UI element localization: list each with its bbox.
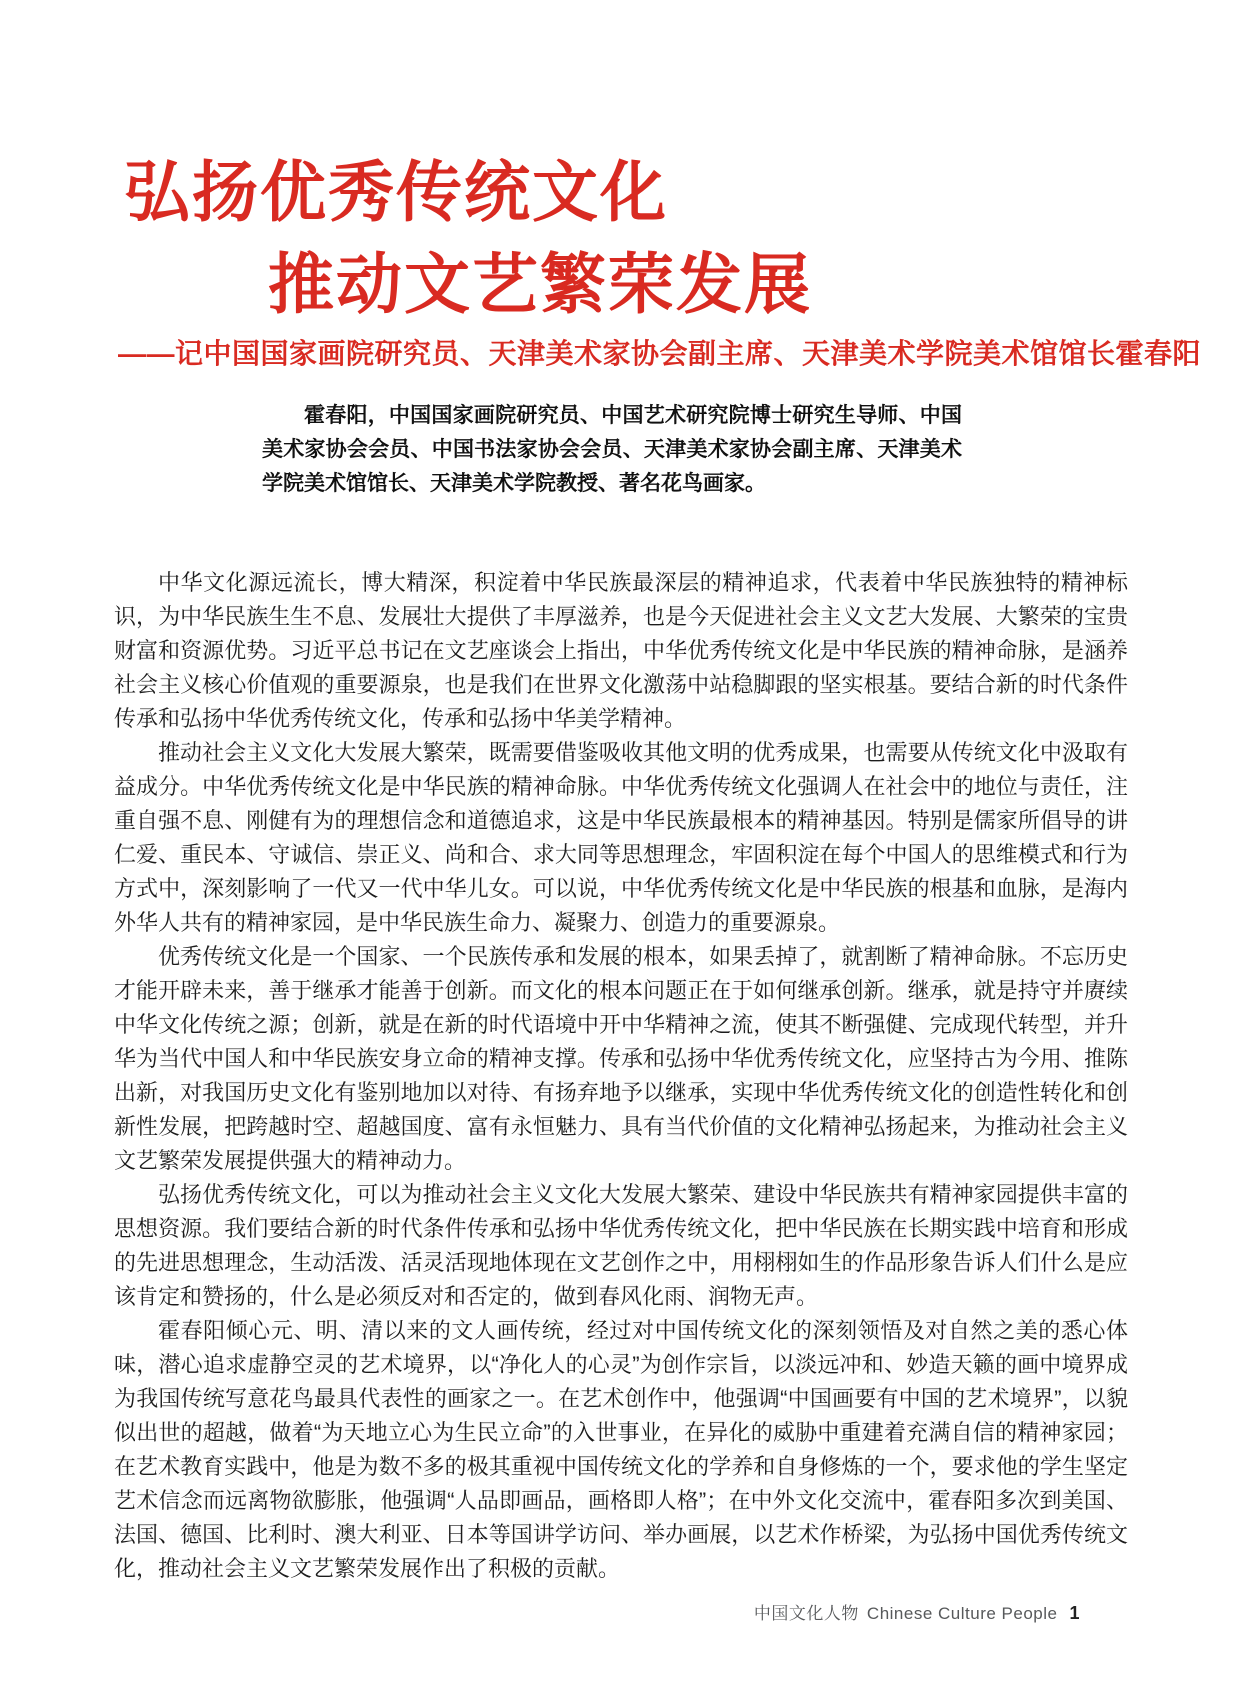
article-intro-bio: 霍春阳，中国国家画院研究员、中国艺术研究院博士研究生导师、中国美术家协会会员、中国书法家协会会员、天津美术家协会副主席、天津美术学院美术馆馆长、天津美术学院教授、著名花鸟画家。 — [262, 403, 962, 495]
footer-page-number: 1 — [1069, 1603, 1080, 1623]
footer-journal-name-cn: 中国文化人物 — [753, 1604, 859, 1623]
article-title-line-1: 弘扬优秀传统文化 — [124, 155, 668, 229]
article-title — [124, 146, 1124, 330]
article-paragraph: 霍春阳倾心元、明、清以来的文人画传统，经过对中国传统文化的深刻领悟及对自然之美的悉心体味，潜心追求虚静空灵的艺术境界，以“净化人的心灵”为创作宗旨，以淡远冲和、妙造天籁的画中境界成为我国传统写意花鸟最具代表性的画家之一。在艺术创作中，他强调“中国画要有中国的艺术境界”，以貌似出世的超越，做着“为天地立心为生民立命”的入世事业，在异化的威胁中重建着充满自信的精神家园；在艺术教育实践中，他是为数不多的极其重视中国传统文化的学养和自身修炼的一个，要求他的学生坚定艺术信念而远离物欲膨胀，他强调“人品即画品，画格即人格”；在中外文化交流中，霍春阳多次到美国、法国、德国、比利时、澳大利亚、日本等国讲学访问、举办画展，以艺术作桥梁，为弘扬中国优秀传统文化，推动社会主义文艺繁荣发展作出了积极的贡献。 — [114, 1318, 1128, 1581]
article-paragraph: 推动社会主义文化大发展大繁荣，既需要借鉴吸收其他文明的优秀成果，也需要从传统文化中汲取有益成分。中华优秀传统文化是中华民族的精神命脉。中华优秀传统文化强调人在社会中的地位与责任，注重自强不息、刚健有为的理想信念和道德追求，这是中华民族最根本的精神基因。特别是儒家所倡导的讲仁爱、重民本、守诚信、崇正义、尚和合、求大同等思想理念，牢固积淀在每个中国人的思维模式和行为方式中，深刻影响了一代又一代中华儿女。可以说，中华优秀传统文化是中华民族的根基和血脉，是海内外华人共有的精神家园，是中华民族生命力、凝聚力、创造力的重要源泉。 — [114, 740, 1128, 935]
article-paragraph: 中华文化源远流长，博大精深，积淀着中华民族最深层的精神追求，代表着中华民族独特的精神标识，为中华民族生生不息、发展壮大提供了丰厚滋养，也是今天促进社会主义文艺大发展、大繁荣的宝贵财富和资源优势。习近平总书记在文艺座谈会上指出，中华优秀传统文化是中华民族的精神命脉，是涵养社会主义核心价值观的重要源泉，也是我们在世界文化激荡中站稳脚跟的坚实根基。要结合新的时代条件传承和弘扬中华优秀传统文化，传承和弘扬中华美学精神。 — [114, 570, 1128, 731]
footer-journal-name-en: Chinese Culture People — [866, 1604, 1058, 1623]
article-paragraph: 优秀传统文化是一个国家、一个民族传承和发展的根本，如果丢掉了，就割断了精神命脉。不忘历史才能开辟未来，善于继承才能善于创新。而文化的根本问题正在于如何继承创新。继承，就是持守并赓续中华文化传统之源；创新，就是在新的时代语境中开中华精神之流，使其不断强健、完成现代转型，并升华为当代中国人和中华民族安身立命的精神支撑。传承和弘扬中华优秀传统文化，应坚持古为今用、推陈出新，对我国历史文化有鉴别地加以对待、有扬弃地予以继承，实现中华优秀传统文化的创造性转化和创新性发展，把跨越时空、超越国度、富有永恒魅力、具有当代价值的文化精神弘扬起来，为推动社会主义文艺繁荣发展提供强大的精神动力。 — [114, 944, 1128, 1173]
article-paragraph: 弘扬优秀传统文化，可以为推动社会主义文化大发展大繁荣、建设中华民族共有精神家园提供丰富的思想资源。我们要结合新的时代条件传承和弘扬中华优秀传统文化，把中华民族在长期实践中培育和形成的先进思想理念，生动活泼、活灵活现地体现在文艺创作之中，用栩栩如生的作品形象告诉人们什么是应该肯定和赞扬的，什么是必须反对和否定的，做到春风化雨、润物无声。 — [114, 1182, 1128, 1309]
page-footer — [754, 1599, 1080, 1624]
article-body — [114, 566, 1128, 1586]
article-title-line-2: 推动文艺繁荣发展 — [268, 247, 812, 321]
article-subtitle: ——记中国国家画院研究员、天津美术家协会副主席、天津美术学院美术馆馆长霍春阳 — [118, 338, 1202, 369]
